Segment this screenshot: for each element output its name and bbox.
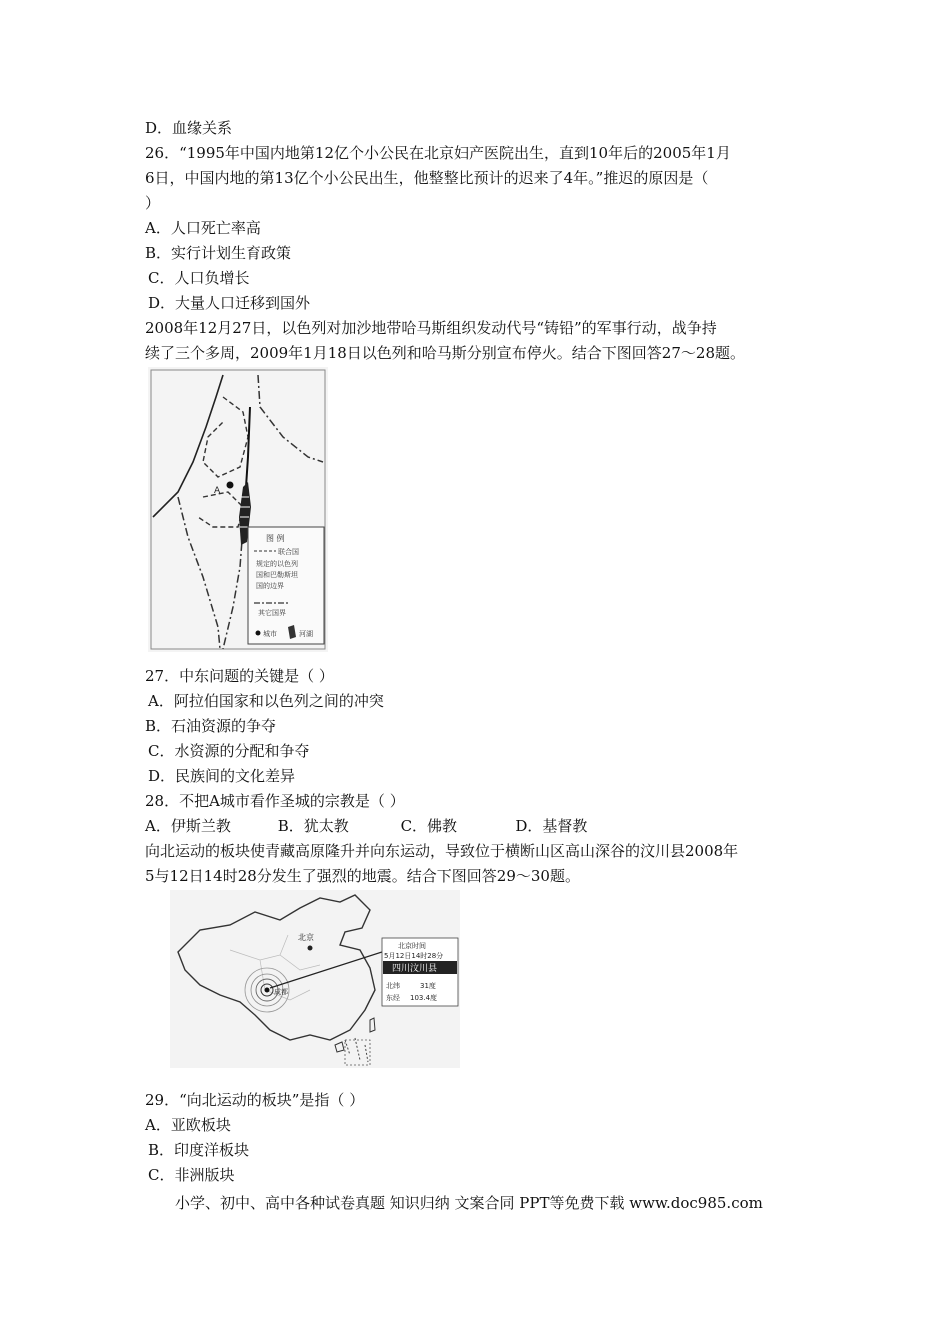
q27-option-b: B．石油资源的争夺 [145,717,277,735]
q28-option-c: C．佛教 [400,817,458,835]
svg-text:国和巴勒斯坦: 国和巴勒斯坦 [256,571,298,579]
q26-option-a: A．人口死亡率高 [145,219,261,237]
q29-option-b: B．印度洋板块 [148,1141,250,1159]
q26-stem-line1: 26．“1995年中国内地第12亿个小公民在北京妇产医院出生，直到10年后的2005年1月 [145,144,731,162]
q28-options [145,816,587,836]
q27-option-c: C．水资源的分配和争夺 [148,742,310,760]
svg-text:北京: 北京 [298,933,314,942]
intro-29-30-line1: 向北运动的板块使青藏高原隆升并向东运动，导致位于横断山区高山深谷的汶川县2008年 [145,842,739,860]
intro-29-30-line2: 5与12日14时28分发生了强烈的地震。结合下图回答29～30题。 [145,867,580,885]
q26-option-d: D．大量人口迁移到国外 [148,294,311,312]
q28-option-d: D．基督教 [515,817,588,835]
q26-stem-line2: 6日，中国内地的第13亿个小公民出生，他整整比预计的迟来了4年。”推迟的原因是（ [145,169,709,187]
svg-text:河湖: 河湖 [299,630,313,638]
page-footer: 小学、初中、高中各种试卷真题 知识归纳 文案合同 PPT等免费下载 www.doc985.com [175,1194,763,1212]
q28-stem: 28．不把A城市看作圣城的宗教是（ ） [145,792,405,810]
svg-text:图 例: 图 例 [266,534,285,543]
q26-option-b: B．实行计划生育政策 [145,244,292,262]
svg-text:北京时间: 北京时间 [398,942,426,950]
q28-option-a: A．伊斯兰教 [145,817,231,835]
svg-text:东经: 东经 [386,994,400,1002]
svg-text:其它国界: 其它国界 [258,609,286,617]
svg-text:103.4度: 103.4度 [410,994,438,1002]
city-a-marker [227,482,234,489]
q28-option-b: B．犹太教 [277,817,349,835]
svg-text:国的边界: 国的边界 [256,582,284,590]
svg-text:31度: 31度 [420,982,436,990]
svg-text:成都: 成都 [274,988,288,996]
q27-option-a: A．阿拉伯国家和以色列之间的冲突 [148,692,384,710]
svg-text:城市: 城市 [263,630,277,638]
intro-27-28-line2: 续了三个多周，2009年1月18日以色列和哈马斯分别宣布停火。结合下图回答27～28题。 [145,344,745,362]
q26-stem-line3: ） [145,194,161,212]
q27-option-d: D．民族间的文化差异 [148,767,296,785]
svg-text:四川汶川县: 四川汶川县 [392,964,438,974]
svg-text:5月12日14时28分: 5月12日14时28分 [384,952,444,960]
epicenter-marker [265,988,270,993]
svg-text:联合国: 联合国 [278,548,299,556]
q27-stem: 27．中东问题的关键是（ ） [145,667,334,685]
israel-palestine-map [148,367,328,652]
q26-option-c: C．人口负增长 [148,269,250,287]
q29-option-a: A．亚欧板块 [145,1116,231,1134]
city-a-label: A [214,486,221,496]
q25-option-d: D．血缘关系 [145,119,233,137]
intro-27-28-line1: 2008年12月27日，以色列对加沙地带哈马斯组织发动代号“铸铅”的军事行动，战争持 [145,319,717,337]
q29-option-c: C．非洲版块 [148,1166,235,1184]
svg-text:规定的以色列: 规定的以色列 [256,560,298,568]
china-earthquake-map [170,890,460,1068]
svg-text:北纬: 北纬 [386,982,400,990]
beijing-marker [308,946,313,951]
q29-stem: 29．“向北运动的板块”是指（ ） [145,1091,365,1109]
